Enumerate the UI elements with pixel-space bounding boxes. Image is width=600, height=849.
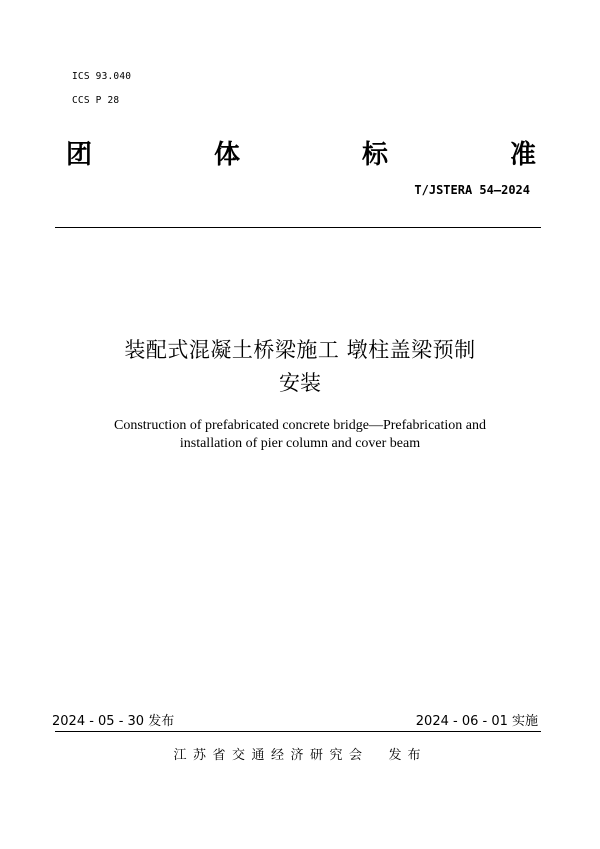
english-title-line-2: installation of pier column and cover beam [179,436,421,451]
issuer-line [0,744,600,763]
standard-code: T/JSTERA 54—2024 [414,183,530,197]
implementation-date: 2024 - 06 - 01 实施 [415,714,538,729]
standard-type-char: 标 [361,140,388,170]
ccs-code: CCS P 28 [72,95,120,106]
chinese-title-line-1: 装配式混凝土桥梁施工 墩柱盖梁预制 [124,338,476,362]
ics-code: ICS 93.040 [72,71,132,82]
top-divider [55,227,541,228]
chinese-title-line-2: 安装 [279,371,321,395]
bottom-divider [55,731,541,732]
standard-type-heading [66,134,536,171]
publish-date: 2024 - 05 - 30 发布 [52,714,175,729]
issue-action: 发布 [388,748,427,763]
standard-type-char: 团 [66,140,93,170]
standard-type-char: 准 [509,140,536,170]
english-title-line-1: Construction of prefabricated concrete bridge—Prefabrication and [113,418,486,433]
standard-type-char: 体 [213,140,240,170]
issuing-organization: 江苏省交通经济研究会 [173,748,369,763]
